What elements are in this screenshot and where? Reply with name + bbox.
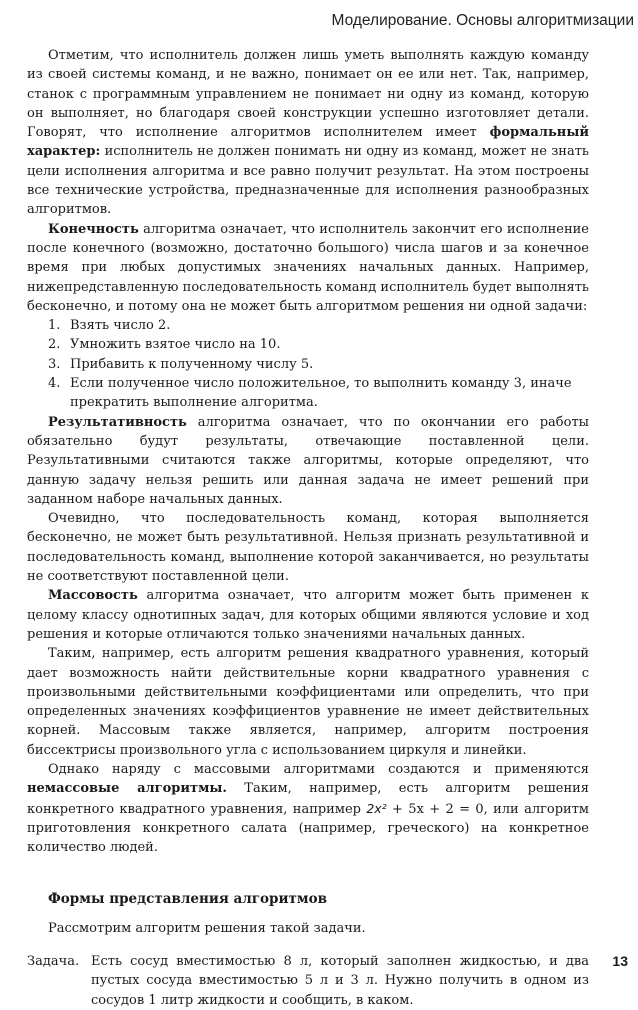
term-finiteness: Конечность (48, 221, 139, 237)
task-block (27, 952, 589, 1010)
task-text: Есть сосуд вместимостью 8 л, который заполнен жидкостью, и два пустых сосуда вместимостью 5 л и 3 л. Нужно получить в одном из сосудов 1 литр жидкости и сообщить, в каком. (91, 954, 589, 1008)
text-run: , или алгоритм приготовления конкретного салата (например, греческого) на конкретное количество людей. (27, 801, 589, 856)
text-run: алгоритма означает, что по окончании его работы обязательно будут результаты, отвечающие поставленной цели. Результативными считаются также алгоритмы, которые определяют, что данную задачу нельзя решить или данная задача не имеет решений при заданном наборе начальных данных. (27, 414, 589, 507)
list-number: 3. (48, 356, 61, 372)
paragraph-mass (27, 586, 589, 644)
list-number: 2. (48, 337, 61, 353)
text-run: алгоритма означает, что алгоритм может быть применен к целому классу однотипных задач, для которых общими являются условие и ход решения и которые отличаются только значениями начальных данных. (27, 588, 589, 642)
list-text: Если полученное число положительное, то выполнить команду 3, иначе прекратить выполнение алгоритма. (70, 376, 572, 411)
term-effectiveness: Результативность (48, 414, 187, 430)
formula-rest: + 5x + 2 = 0 (386, 801, 484, 817)
list-text: Взять число 2. (70, 318, 171, 334)
paragraph-nonmass (27, 760, 589, 857)
text-run: Таким, например, есть алгоритм решения конкретного квадратного уравнения, например (27, 781, 589, 817)
list-item (27, 355, 589, 374)
bold-term: немассовые алгоритмы. (27, 781, 227, 797)
bold-term: формальный характер: (27, 125, 589, 160)
section-intro: Рассмотрим алгоритм решения такой задачи. (48, 920, 366, 936)
paragraph-example: Таким, например, есть алгоритм решения квадратного уравнения, который дает возможность найти действительные корни квадратного уравнения с произвольными действительными коэффициентами или определить, что при определенных значениях коэффициентов уравнение не имеет действительных корней. Массовым также является, например, алгоритм построения биссектрисы произвольного угла с использованием циркуля и линейки. (27, 646, 589, 758)
list-item (27, 374, 589, 413)
list-text: Прибавить к полученному числу 5. (70, 356, 314, 372)
formula: 2x² (366, 800, 387, 816)
list-item (27, 316, 589, 335)
section-title: Формы представления алгоритмов (48, 891, 327, 908)
list-item (27, 335, 589, 354)
paragraph-formal (27, 46, 589, 220)
text-run: исполнитель не должен понимать ни одну из команд, может не знать цели исполнения алгоритма и все равно получит результат. На этом построены все технические устройства, предназначенные для исполнения разнообразных алгоритмов. (27, 144, 589, 218)
list-number: 1. (48, 318, 61, 334)
steps-list (27, 316, 589, 412)
running-header: Моделирование. Основы алгоритмизации (331, 12, 634, 29)
text-run: Отметим, что исполнитель должен лишь уметь выполнять каждую команду из своей системы команд, и не важно, понимает он ее или нет. Так, например, станок с программным управлением не понимает ни одну из команд, которую он выполняет, но благодаря своей конструкции успешно изготовляет детали. Говорят, что исполнение алгоритмов исполнителем имеет (27, 48, 589, 141)
paragraph-obviously: Очевидно, что последовательность команд, которая выполняется бесконечно, не может быть результативной. Нельзя признать результативной и последовательность команд, выполнение которой заканчивается, но результаты не соответствуют поставленной цели. (27, 511, 589, 585)
paragraph-effectiveness (27, 413, 589, 509)
paragraph-finiteness (27, 220, 589, 316)
page-body (27, 46, 589, 1010)
term-mass: Массовость (48, 588, 138, 604)
task-label: Задача. (27, 954, 80, 970)
text-run: Однако наряду с массовыми алгоритмами создаются и применяются (48, 761, 589, 777)
list-text: Умножить взятое число на 10. (70, 337, 281, 353)
text-run: алгоритма означает, что исполнитель закончит его исполнение после конечного (возможно, достаточно большого) числа шагов и за конечное время при любых допустимых значениях начальных данных. Например, нижепредставленную последовательность команд исполнитель будет выполнять бесконечно, и потому она не может быть алгоритмом решения ни одной задачи: (27, 221, 589, 314)
list-number: 4. (48, 376, 61, 392)
page-number: 13 (612, 953, 628, 969)
